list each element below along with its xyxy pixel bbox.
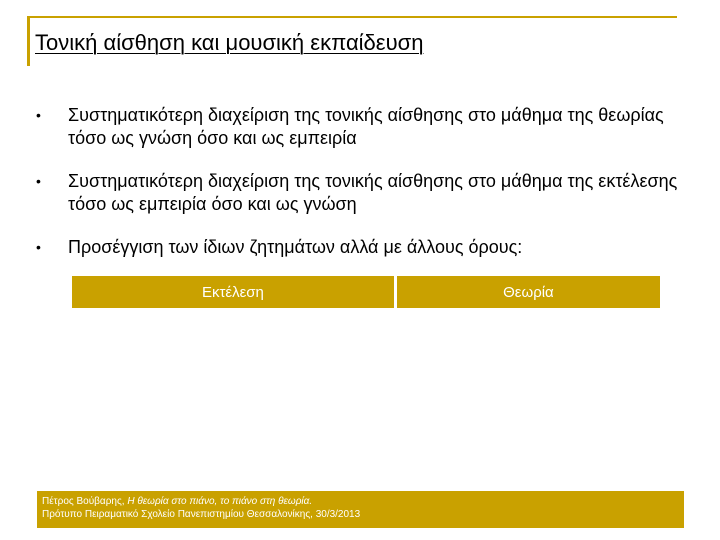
footer-line-1 [42,495,684,508]
title-accent-horizontal [27,16,677,18]
comparison-cell-right: Θεωρία [397,276,660,308]
comparison-row [72,276,660,308]
bullet-marker: • [36,107,41,123]
slide-title: Τονική αίσθηση και μουσική εκπαίδευση [35,30,424,55]
comparison-table [72,276,660,308]
comparison-cell-left: Εκτέλεση [72,276,394,308]
bullet-marker: • [36,239,41,255]
bullet-text: Προσέγγιση των ίδιων ζητημάτων αλλά με άλλους όρους: [68,237,523,257]
footer-work-title: Η θεωρία στο πιάνο, το πιάνο στη θεωρία. [127,496,313,507]
title-bar [27,16,677,64]
footer-author: Πέτρος Βούβαρης, [42,496,128,507]
title-accent-vertical [27,16,30,66]
bullet-marker: • [36,173,41,189]
footer-line-2: Πρότυπο Πειραματικό Σχολείο Πανεπιστημίου Θεσσαλονίκης, 30/3/2013 [42,509,361,520]
footer [37,491,684,528]
bullet-text: Συστηματικότερη διαχείριση της τονικής αίσθησης στο μάθημα της θεωρίας τόσο ως γνώση όσο και ως εμπειρία [68,105,664,148]
bullet-text: Συστηματικότερη διαχείριση της τονικής αίσθησης στο μάθημα της εκτέλεσης τόσο ως εμπειρία όσο και ως γνώση [68,171,678,214]
